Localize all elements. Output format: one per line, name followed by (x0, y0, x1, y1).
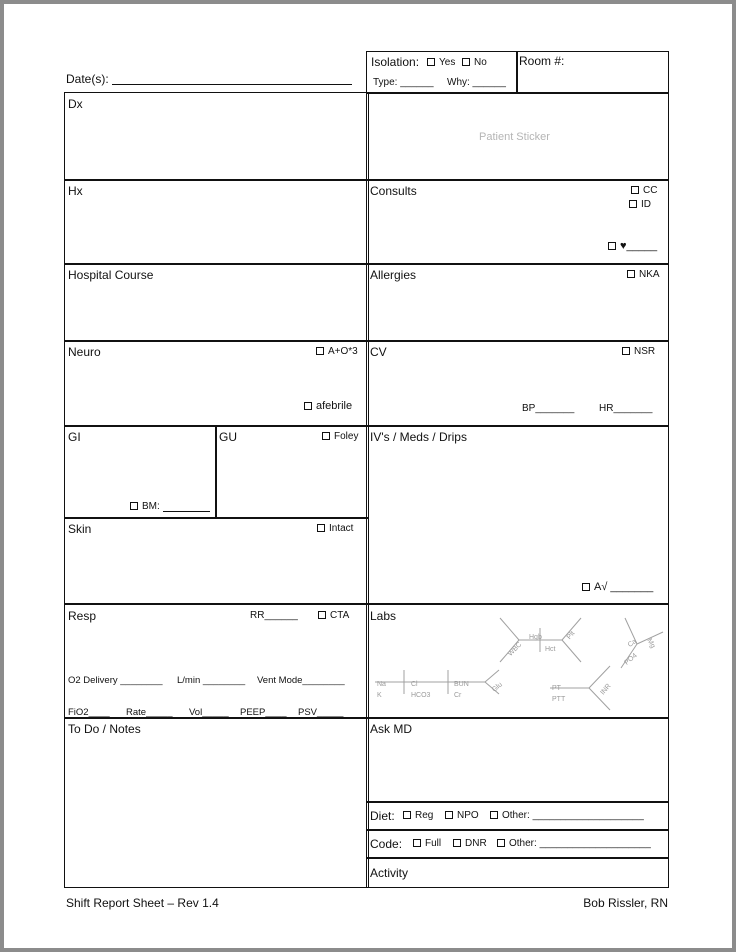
labs-glu: Glu (491, 681, 504, 694)
labs-po4: PO4 (623, 652, 639, 667)
hx-label: Hx (68, 184, 83, 198)
patient-sticker-placeholder: Patient Sticker (479, 131, 550, 143)
neuro-afebrile-checkbox[interactable] (304, 402, 312, 410)
resp-o2-field[interactable]: O2 Delivery ________ (68, 675, 163, 686)
code-dnr-checkbox[interactable] (453, 839, 461, 847)
labs-na: Na (377, 681, 386, 688)
labs-fishbone-diagram (367, 604, 667, 718)
isolation-label: Isolation: (371, 55, 420, 69)
gi-bm-option[interactable]: BM: (130, 501, 160, 512)
code-full-checkbox[interactable] (413, 839, 421, 847)
resp-rr-field[interactable]: RR______ (250, 610, 298, 621)
room-label: Room #: (519, 54, 565, 68)
diet-other-checkbox[interactable] (490, 811, 498, 819)
consults-cc-option[interactable]: CC (631, 185, 657, 196)
labs-k: K (377, 692, 382, 699)
diet-reg-option[interactable]: Reg (403, 810, 433, 821)
neuro-aox3-option[interactable]: A+O*3 (316, 346, 358, 357)
isolation-type-field[interactable]: Type: ______ (373, 77, 434, 88)
code-other-checkbox[interactable] (497, 839, 505, 847)
consults-heart-checkbox[interactable] (608, 242, 616, 250)
diet-label: Diet: (370, 809, 395, 823)
cv-nsr-checkbox[interactable] (622, 347, 630, 355)
gi-bm-checkbox[interactable] (130, 502, 138, 510)
gi-bm-field[interactable] (163, 511, 210, 512)
isolation-why-field[interactable]: Why: ______ (447, 77, 506, 88)
labs-hco3: HCO3 (411, 692, 431, 699)
resp-lmin-field[interactable]: L/min ________ (177, 675, 246, 686)
resp-fio2-field[interactable]: FiO2____ (68, 707, 110, 718)
activity-box[interactable] (366, 857, 669, 888)
consults-heart-option[interactable]: ♥_____ (608, 240, 657, 252)
neuro-aox3-checkbox[interactable] (316, 347, 324, 355)
resp-peep-field[interactable]: PEEP____ (240, 707, 287, 718)
gu-label: GU (219, 430, 237, 444)
gu-foley-option[interactable]: Foley (322, 431, 358, 442)
labs-label: Labs (370, 609, 397, 623)
neuro-afebrile-option[interactable]: afebrile (304, 400, 352, 412)
todo-notes-label: To Do / Notes (68, 722, 141, 736)
diet-other-option[interactable]: Other: ____________________ (490, 810, 644, 821)
labs-bun: BUN (454, 681, 469, 688)
isolation-yes-option[interactable]: Yes (427, 57, 455, 68)
resp-cta-option[interactable]: CTA (318, 610, 349, 621)
labs-ptt: PTT (552, 696, 566, 703)
labs-ca: Ca (626, 638, 639, 649)
cv-label: CV (370, 345, 387, 359)
ivs-label: IV's / Meds / Drips (370, 430, 467, 444)
labs-inr: INR (599, 682, 613, 697)
resp-vol-field[interactable]: Vol_____ (189, 707, 229, 718)
dx-label: Dx (68, 97, 83, 111)
consults-cc-checkbox[interactable] (631, 186, 639, 194)
skin-intact-checkbox[interactable] (317, 524, 325, 532)
activity-label: Activity (370, 866, 409, 880)
code-other-option[interactable]: Other: ____________________ (497, 838, 651, 849)
ivs-check-checkbox[interactable] (582, 583, 590, 591)
allergies-label: Allergies (370, 268, 417, 282)
resp-psv-field[interactable]: PSV_____ (298, 707, 344, 718)
isolation-yes-checkbox[interactable] (427, 58, 435, 66)
labs-cl: Cl (411, 681, 418, 688)
code-label: Code: (370, 837, 403, 851)
labs-wbc: WBC (506, 641, 524, 658)
skin-label: Skin (68, 522, 92, 536)
labs-mg: Mg (645, 637, 657, 650)
cv-hr-field[interactable]: HR_______ (599, 403, 653, 414)
ask-md-label: Ask MD (370, 722, 412, 736)
dx-box (64, 92, 369, 181)
dates-label: Date(s): (66, 72, 109, 86)
consults-id-option[interactable]: ID (629, 199, 651, 210)
diet-reg-checkbox[interactable] (403, 811, 411, 819)
todo-notes-box[interactable] (64, 717, 369, 888)
footer-form-title: Shift Report Sheet – Rev 1.4 (66, 896, 219, 910)
skin-intact-option[interactable]: Intact (317, 523, 353, 534)
ivs-check-option[interactable]: A√ _______ (582, 581, 653, 593)
code-dnr-option[interactable]: DNR (453, 838, 487, 849)
labs-plt: Plt (565, 630, 577, 641)
shift-report-page (4, 4, 732, 948)
hospital-course-label: Hospital Course (68, 268, 154, 282)
allergies-nka-option[interactable]: NKA (627, 269, 660, 280)
isolation-no-checkbox[interactable] (462, 58, 470, 66)
cv-bp-field[interactable]: BP_______ (522, 403, 575, 414)
labs-cr: Cr (454, 692, 462, 699)
resp-cta-checkbox[interactable] (318, 611, 326, 619)
allergies-nka-checkbox[interactable] (627, 270, 635, 278)
diet-npo-checkbox[interactable] (445, 811, 453, 819)
gu-foley-checkbox[interactable] (322, 432, 330, 440)
resp-rate-field[interactable]: Rate_____ (126, 707, 173, 718)
code-full-option[interactable]: Full (413, 838, 441, 849)
labs-hgb: Hgb (529, 634, 542, 641)
consults-id-checkbox[interactable] (629, 200, 637, 208)
labs-pt: PT (552, 685, 561, 692)
consults-label: Consults (370, 184, 417, 198)
footer-author: Bob Rissler, RN (583, 896, 668, 910)
labs-hct: Hct (545, 646, 556, 653)
resp-vent-mode-field[interactable]: Vent Mode________ (257, 675, 345, 686)
resp-label: Resp (68, 609, 97, 623)
neuro-label: Neuro (68, 345, 101, 359)
gi-label: GI (68, 430, 81, 444)
isolation-no-option[interactable]: No (462, 57, 487, 68)
diet-npo-option[interactable]: NPO (445, 810, 479, 821)
dates-field[interactable] (112, 84, 352, 85)
hx-box (64, 179, 369, 265)
ivs-box (366, 425, 669, 605)
cv-nsr-option[interactable]: NSR (622, 346, 655, 357)
